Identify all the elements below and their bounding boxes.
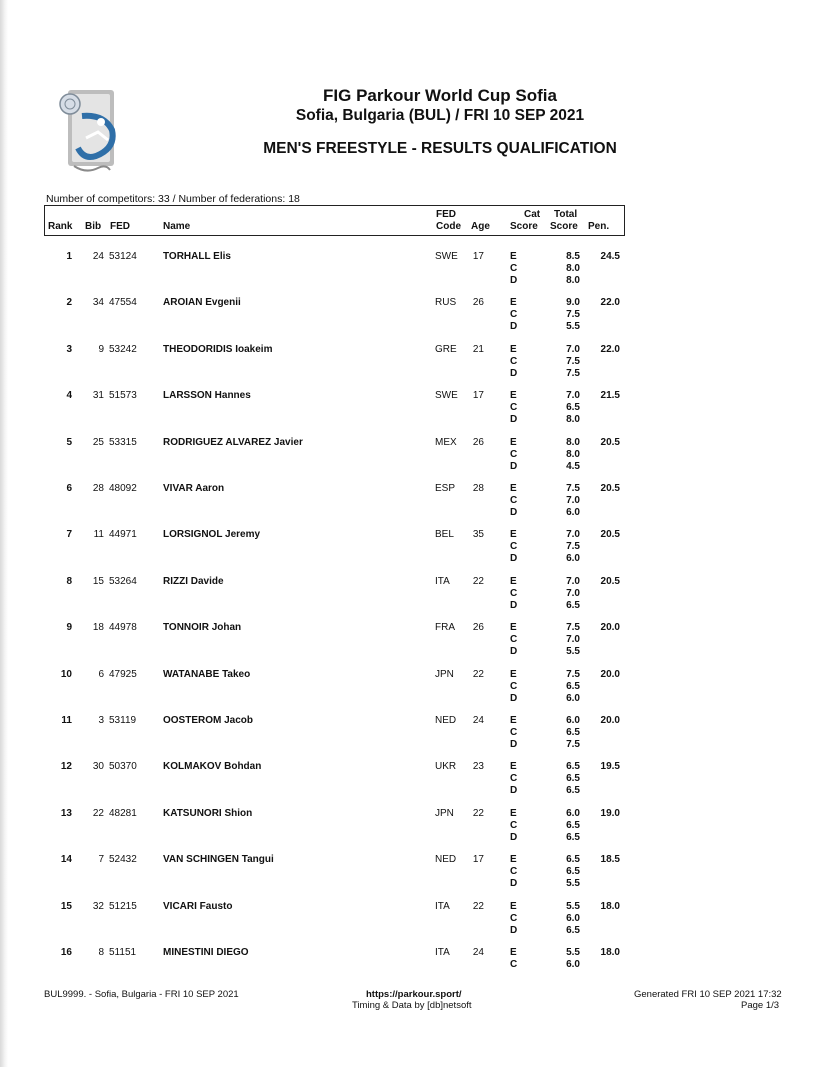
- category-cell: C: [510, 356, 518, 367]
- age-cell: 17: [472, 390, 484, 401]
- category-cell: E: [510, 901, 517, 912]
- category-score-cell: 6.5: [566, 854, 580, 865]
- rank-cell: 15: [60, 901, 72, 912]
- athlete-name-cell: RIZZI Davide: [163, 576, 224, 587]
- category-cell: D: [510, 368, 518, 379]
- athlete-name-cell: LORSIGNOL Jeremy: [163, 529, 261, 540]
- fed-code-cell: JPN: [435, 669, 454, 680]
- bib-cell: 18: [92, 622, 104, 633]
- bib-cell: 11: [93, 529, 104, 540]
- footer-timing: Timing & Data by [db]netsoft: [352, 1000, 472, 1011]
- category-cell: E: [510, 576, 517, 587]
- fed-id-cell: 48281: [109, 808, 137, 819]
- age-cell: 22: [472, 576, 484, 587]
- footer-left: BUL9999. - Sofia, Bulgaria - FRI 10 SEP 2021: [44, 989, 239, 1000]
- total-score-cell: 22.0: [600, 344, 620, 355]
- fed-code-cell: ITA: [435, 576, 450, 587]
- col-bib: Bib: [85, 221, 102, 232]
- total-score-cell: 24.5: [600, 251, 620, 262]
- athlete-name-cell: VICARI Fausto: [163, 901, 233, 912]
- athlete-name-cell: TONNOIR Johan: [163, 622, 242, 633]
- category-score-cell: 6.5: [566, 402, 580, 413]
- category-score-cell: 5.5: [566, 878, 580, 889]
- fed-code-cell: ESP: [435, 483, 456, 494]
- category-score-cell: 5.5: [566, 321, 580, 332]
- category-cell: E: [510, 483, 517, 494]
- category-score-cell: 6.5: [566, 773, 580, 784]
- category-cell: C: [510, 309, 518, 320]
- bib-cell: 8: [98, 947, 104, 958]
- category-score-cell: 7.5: [566, 541, 580, 552]
- category-score-cell: 8.0: [566, 275, 580, 286]
- fed-code-cell: NED: [435, 854, 457, 865]
- age-cell: 23: [472, 761, 484, 772]
- athlete-name-cell: AROIAN Evgenii: [163, 297, 241, 308]
- rank-cell: 5: [66, 437, 72, 448]
- category-cell: D: [510, 461, 518, 472]
- category-score-cell: 7.0: [566, 344, 580, 355]
- bib-cell: 9: [98, 344, 104, 355]
- category-score-cell: 8.0: [566, 437, 580, 448]
- category-cell: C: [510, 449, 518, 460]
- category-score-cell: 7.5: [566, 356, 580, 367]
- category-cell: E: [510, 947, 517, 958]
- fed-code-cell: FRA: [435, 622, 455, 633]
- age-cell: 21: [472, 344, 484, 355]
- total-score-cell: 20.5: [600, 483, 620, 494]
- age-cell: 26: [472, 437, 484, 448]
- total-score-cell: 22.0: [600, 297, 620, 308]
- category-cell: C: [510, 588, 518, 599]
- total-score-cell: 20.0: [600, 715, 620, 726]
- category-cell: C: [510, 959, 518, 970]
- category-score-cell: 5.5: [566, 901, 580, 912]
- col-age: Age: [471, 221, 490, 232]
- category-cell: D: [510, 785, 518, 796]
- footer-page: Page 1/3: [741, 1000, 780, 1011]
- total-score-cell: 20.5: [600, 576, 620, 587]
- category-score-cell: 5.5: [566, 947, 580, 958]
- col-total-line2: Score: [550, 221, 578, 232]
- fed-code-cell: MEX: [435, 437, 457, 448]
- total-score-cell: 20.0: [600, 669, 620, 680]
- athlete-name-cell: KATSUNORI Shion: [163, 808, 253, 819]
- competitor-summary: Number of competitors: 33 / Number of federations: 18: [46, 193, 300, 205]
- category-score-cell: 7.0: [566, 634, 580, 645]
- total-score-cell: 18.0: [600, 947, 620, 958]
- table-header: [44, 205, 625, 236]
- total-score-cell: 19.5: [600, 761, 620, 772]
- category-score-cell: 6.5: [566, 785, 580, 796]
- athlete-name-cell: VIVAR Aaron: [163, 483, 225, 494]
- rank-cell: 7: [66, 529, 72, 540]
- category-score-cell: 8.5: [566, 251, 580, 262]
- rank-cell: 11: [61, 715, 72, 726]
- rank-cell: 6: [66, 483, 72, 494]
- fed-code-cell: BEL: [435, 529, 454, 540]
- col-fed: FED: [110, 221, 130, 232]
- bib-cell: 30: [92, 761, 104, 772]
- category-score-cell: 6.0: [566, 693, 580, 704]
- category-cell: D: [510, 600, 518, 611]
- fed-id-cell: 44978: [109, 622, 137, 633]
- bib-cell: 28: [92, 483, 104, 494]
- category-score-cell: 6.0: [566, 808, 580, 819]
- rank-cell: 8: [66, 576, 72, 587]
- age-cell: 22: [472, 808, 484, 819]
- total-score-cell: 21.5: [600, 390, 620, 401]
- category-cell: E: [510, 529, 517, 540]
- category-score-cell: 7.0: [566, 390, 580, 401]
- fed-code-cell: JPN: [435, 808, 454, 819]
- category-cell: C: [510, 495, 518, 506]
- category-cell: D: [510, 321, 518, 332]
- event-title: MEN'S FREESTYLE - RESULTS QUALIFICATION: [263, 140, 617, 157]
- category-score-cell: 7.5: [566, 368, 580, 379]
- category-cell: E: [510, 761, 517, 772]
- age-cell: 22: [472, 669, 484, 680]
- fed-code-cell: RUS: [435, 297, 457, 308]
- col-name: Name: [163, 221, 191, 232]
- category-score-cell: 7.0: [566, 495, 580, 506]
- category-cell: C: [510, 820, 518, 831]
- category-cell: C: [510, 727, 518, 738]
- category-cell: E: [510, 437, 517, 448]
- category-cell: D: [510, 507, 518, 518]
- fed-code-cell: NED: [435, 715, 457, 726]
- fed-id-cell: 53124: [109, 251, 137, 262]
- total-score-cell: 18.0: [600, 901, 620, 912]
- page-edge: [0, 0, 8, 1067]
- category-cell: D: [510, 414, 518, 425]
- category-score-cell: 7.5: [566, 622, 580, 633]
- category-cell: C: [510, 634, 518, 645]
- category-cell: C: [510, 681, 518, 692]
- rank-cell: 3: [66, 344, 72, 355]
- category-cell: D: [510, 739, 518, 750]
- total-score-cell: 19.0: [600, 808, 620, 819]
- category-score-cell: 6.0: [566, 913, 580, 924]
- category-cell: E: [510, 715, 517, 726]
- fed-id-cell: 48092: [109, 483, 137, 494]
- col-total-line1: Total: [554, 209, 578, 220]
- category-score-cell: 7.0: [566, 588, 580, 599]
- col-cat-line1: Cat: [524, 209, 541, 220]
- age-cell: 28: [472, 483, 484, 494]
- bib-cell: 24: [92, 251, 104, 262]
- fed-id-cell: 47554: [109, 297, 137, 308]
- col-fed-code-line2: Code: [436, 221, 461, 232]
- category-score-cell: 7.5: [566, 739, 580, 750]
- fed-id-cell: 53242: [109, 344, 137, 355]
- category-cell: E: [510, 251, 517, 262]
- total-score-cell: 20.5: [600, 437, 620, 448]
- athlete-name-cell: TORHALL Elis: [163, 251, 231, 262]
- col-fed-code-line1: FED: [436, 209, 456, 220]
- fed-id-cell: 53315: [109, 437, 137, 448]
- bib-cell: 6: [98, 669, 104, 680]
- age-cell: 22: [472, 901, 484, 912]
- category-cell: E: [510, 808, 517, 819]
- fed-id-cell: 51215: [109, 901, 137, 912]
- category-cell: C: [510, 541, 518, 552]
- category-score-cell: 6.0: [566, 959, 580, 970]
- fed-id-cell: 44971: [109, 529, 137, 540]
- fed-id-cell: 52432: [109, 854, 137, 865]
- page-title: FIG Parkour World Cup Sofia: [323, 86, 557, 105]
- rank-cell: 13: [60, 808, 72, 819]
- category-score-cell: 8.0: [566, 449, 580, 460]
- age-cell: 26: [472, 622, 484, 633]
- category-score-cell: 6.5: [566, 761, 580, 772]
- bib-cell: 7: [98, 854, 104, 865]
- category-score-cell: 6.5: [566, 820, 580, 831]
- category-cell: D: [510, 925, 518, 936]
- category-cell: C: [510, 866, 518, 877]
- athlete-name-cell: VAN SCHINGEN Tangui: [163, 854, 274, 865]
- category-score-cell: 6.5: [566, 681, 580, 692]
- rank-cell: 1: [66, 251, 72, 262]
- category-cell: D: [510, 693, 518, 704]
- fed-id-cell: 47925: [109, 669, 137, 680]
- athlete-name-cell: LARSSON Hannes: [163, 390, 251, 401]
- bib-cell: 31: [92, 390, 104, 401]
- rank-cell: 4: [66, 390, 72, 401]
- category-score-cell: 8.0: [566, 263, 580, 274]
- category-score-cell: 6.0: [566, 507, 580, 518]
- category-score-cell: 6.0: [566, 553, 580, 564]
- total-score-cell: 20.0: [600, 622, 620, 633]
- page-subtitle: Sofia, Bulgaria (BUL) / FRI 10 SEP 2021: [295, 107, 585, 124]
- category-cell: E: [510, 622, 517, 633]
- category-score-cell: 6.0: [566, 715, 580, 726]
- category-score-cell: 6.5: [566, 832, 580, 843]
- fed-code-cell: UKR: [435, 761, 457, 772]
- category-cell: D: [510, 878, 518, 889]
- category-score-cell: 8.0: [566, 414, 580, 425]
- rank-cell: 14: [60, 854, 72, 865]
- athlete-name-cell: OOSTEROM Jacob: [163, 715, 254, 726]
- category-score-cell: 6.5: [566, 600, 580, 611]
- category-cell: E: [510, 297, 517, 308]
- bib-cell: 25: [92, 437, 104, 448]
- category-cell: D: [510, 553, 518, 564]
- fed-code-cell: SWE: [435, 251, 458, 262]
- category-cell: E: [510, 344, 517, 355]
- category-score-cell: 7.5: [566, 669, 580, 680]
- category-cell: C: [510, 402, 518, 413]
- category-score-cell: 6.5: [566, 727, 580, 738]
- bib-cell: 15: [92, 576, 104, 587]
- rank-cell: 2: [66, 297, 72, 308]
- rank-cell: 9: [66, 622, 72, 633]
- fed-id-cell: 51573: [109, 390, 137, 401]
- category-cell: C: [510, 773, 518, 784]
- category-score-cell: 4.5: [566, 461, 580, 472]
- athlete-name-cell: KOLMAKOV Bohdan: [163, 761, 262, 772]
- rank-cell: 10: [60, 669, 72, 680]
- athlete-name-cell: RODRIGUEZ ALVAREZ Javier: [163, 437, 303, 448]
- category-cell: D: [510, 275, 518, 286]
- athlete-name-cell: WATANABE Takeo: [163, 669, 251, 680]
- total-score-cell: 20.5: [600, 529, 620, 540]
- footer-website[interactable]: https://parkour.sport/: [366, 989, 462, 1000]
- col-cat-line2: Score: [510, 221, 538, 232]
- category-cell: E: [510, 854, 517, 865]
- fed-id-cell: 51151: [109, 947, 137, 958]
- col-rank: Rank: [48, 221, 73, 232]
- fed-id-cell: 53119: [109, 715, 137, 726]
- fed-code-cell: GRE: [435, 344, 457, 355]
- fed-id-cell: 53264: [109, 576, 137, 587]
- bib-cell: 3: [98, 715, 104, 726]
- category-score-cell: 6.5: [566, 866, 580, 877]
- category-cell: C: [510, 913, 518, 924]
- col-pen: Pen.: [588, 221, 610, 232]
- category-cell: D: [510, 832, 518, 843]
- fed-id-cell: 50370: [109, 761, 137, 772]
- category-score-cell: 7.0: [566, 529, 580, 540]
- age-cell: 17: [472, 251, 484, 262]
- age-cell: 24: [472, 947, 484, 958]
- category-score-cell: 7.5: [566, 309, 580, 320]
- age-cell: 35: [472, 529, 484, 540]
- category-score-cell: 6.5: [566, 925, 580, 936]
- athlete-name-cell: THEODORIDIS Ioakeim: [163, 344, 273, 355]
- category-score-cell: 7.5: [566, 483, 580, 494]
- category-score-cell: 9.0: [566, 297, 580, 308]
- rank-cell: 16: [60, 947, 72, 958]
- total-score-cell: 18.5: [600, 854, 620, 865]
- category-score-cell: 5.5: [566, 646, 580, 657]
- footer-generated: Generated FRI 10 SEP 2021 17:32: [634, 989, 782, 1000]
- category-cell: D: [510, 646, 518, 657]
- category-score-cell: 7.0: [566, 576, 580, 587]
- category-cell: E: [510, 390, 517, 401]
- bib-cell: 34: [92, 297, 104, 308]
- fed-code-cell: ITA: [435, 947, 450, 958]
- fig-parkour-logo-icon: [56, 86, 126, 176]
- category-cell: E: [510, 669, 517, 680]
- fed-code-cell: SWE: [435, 390, 458, 401]
- category-cell: C: [510, 263, 518, 274]
- fed-code-cell: ITA: [435, 901, 450, 912]
- rank-cell: 12: [60, 761, 72, 772]
- bib-cell: 32: [92, 901, 104, 912]
- age-cell: 24: [472, 715, 484, 726]
- athlete-name-cell: MINESTINI DIEGO: [163, 947, 249, 958]
- age-cell: 17: [472, 854, 484, 865]
- bib-cell: 22: [92, 808, 104, 819]
- age-cell: 26: [472, 297, 484, 308]
